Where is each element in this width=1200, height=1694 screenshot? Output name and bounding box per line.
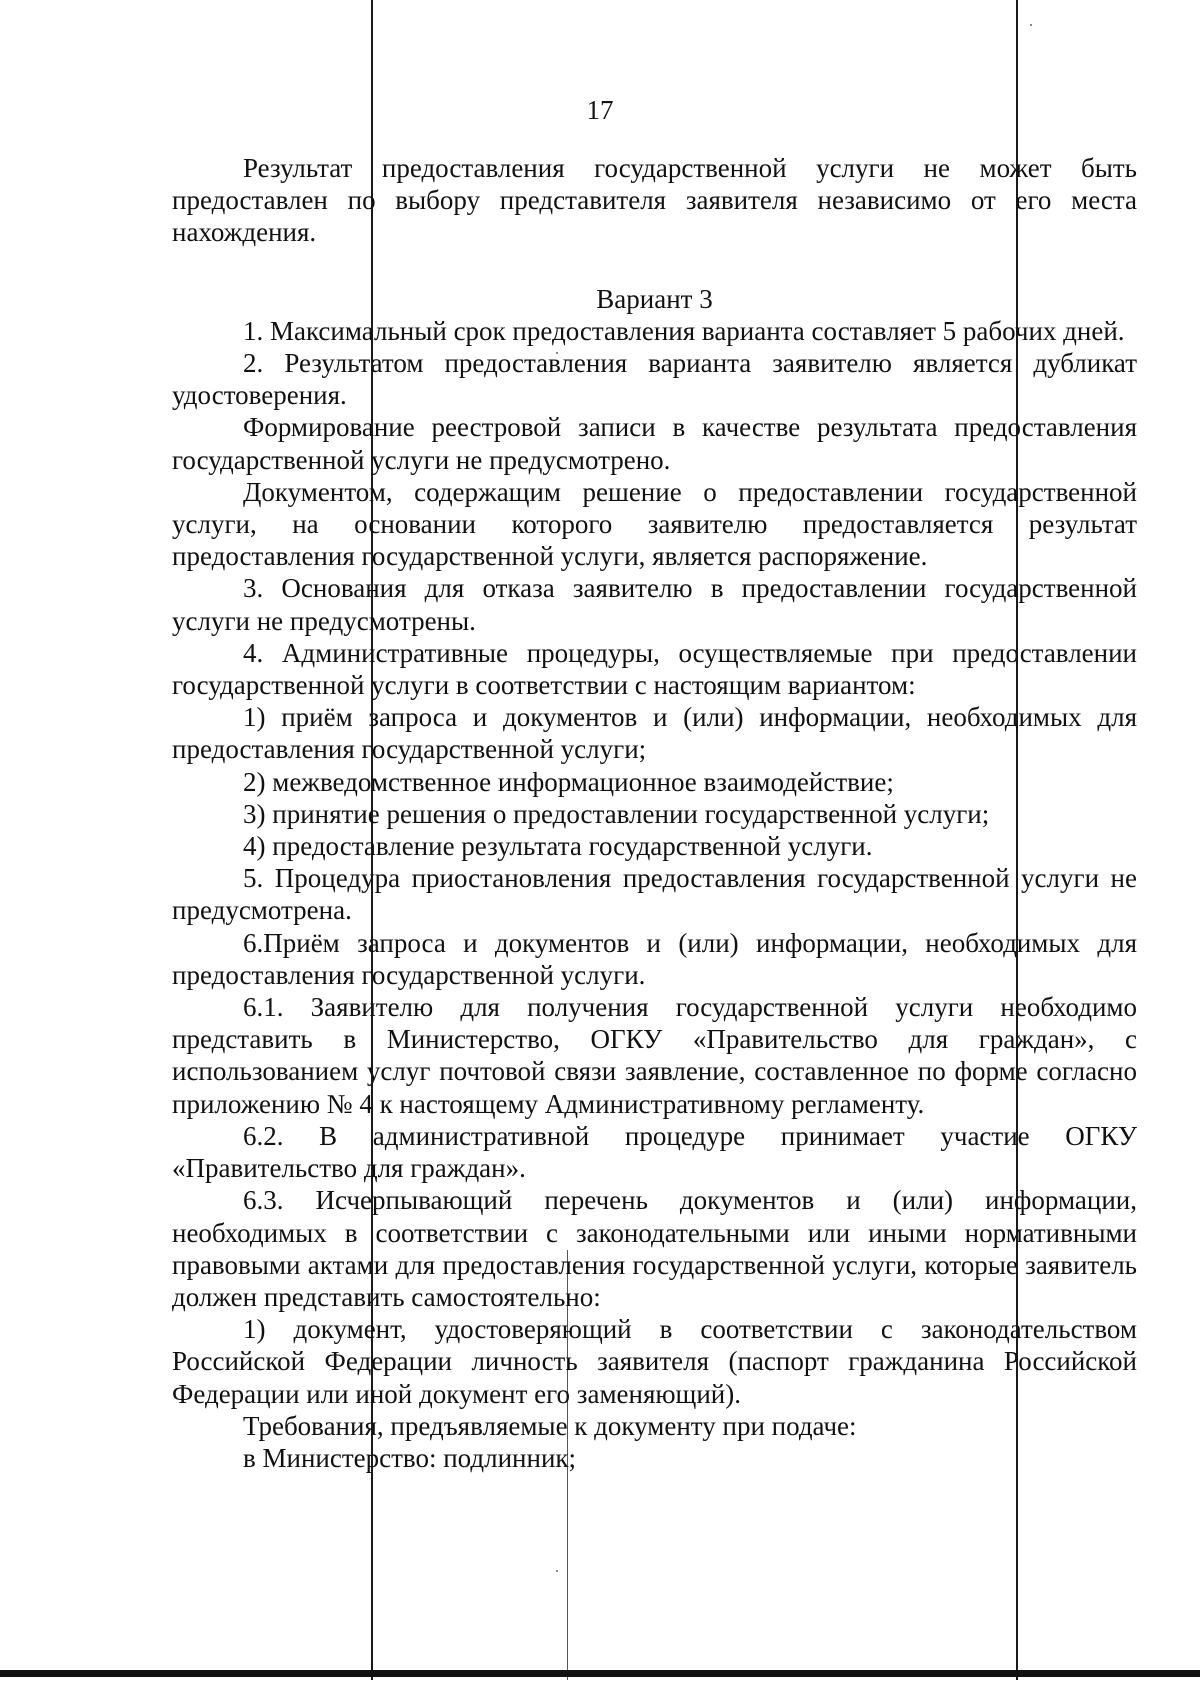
paragraph: 5. Процедура приостановления предоставления государственной услуги не предусмотрена. [172,863,1137,926]
paragraph: 1) приём запроса и документов и (или) информации, необходимых для предоставления государственной услуги; [172,702,1137,765]
page-number: 17 [586,95,614,125]
paragraph: Требования, предъявляемые к документу при подаче: [243,1410,857,1441]
paragraph: 2. Результатом предоставления варианта заявителю является дубликат удостоверения. [172,348,1137,411]
scan-speck [1030,24,1032,26]
paragraph: 3. Основания для отказа заявителю в предоставлении государственной услуги не предусмотрены. [172,573,1137,636]
paragraph: 3) принятие решения о предоставлении государственной услуги; [243,798,990,829]
paragraph: Формирование реестровой записи в качестве результата предоставления государственной услуги не предусмотрено. [172,412,1137,475]
paragraph: Результат предоставления государственной услуги не может быть предоставлен по выбору представителя заявителя независимо от его места нахождения. [172,153,1137,248]
document-body [172,152,1137,1474]
paragraph: 1) документ, удостоверяющий в соответствии с законодательством Российской Федерации личность заявителя (паспорт гражданина Российской Федерации или иной документ его заменяющий). [172,1314,1137,1409]
paragraph: 6.2. В административной процедуре принимает участие ОГКУ «Правительство для граждан». [172,1120,1137,1184]
scan-speck [556,1570,558,1572]
paragraph: 6.Приём запроса и документов и (или) информации, необходимых для предоставления государственной услуги. [172,927,1137,990]
paragraph: Документом, содержащим решение о предоставлении государственной услуги, на основании которого заявителю предоставляется результат предоставления государственной услуги, является распоряжение. [172,476,1137,572]
paragraph: в Министерство: подлинник; [243,1442,577,1473]
paragraph: 6.1. Заявителю для получения государственной услуги необходимо представить в Министерство, ОГКУ «Правительство для граждан», с использованием услуг почтовой связи заявление, составленное по форме согласно приложению № 4 к настоящему Административному регламенту. [172,992,1137,1119]
paragraph: 1. Максимальный срок предоставления варианта составляет 5 рабочих дней. [243,315,1125,346]
scan-bottom-edge [0,1670,1200,1677]
section-heading: Вариант 3 [596,283,713,314]
paragraph: 6.3. Исчерпывающий перечень документов и (или) информации, необходимых в соответствии с законодательными или иными нормативными правовыми актами для предоставления государственной услуги, которые заявитель должен представить самостоятельно: [172,1185,1137,1312]
paragraph: 2) межведомственное информационное взаимодействие; [243,766,894,797]
paragraph: 4) предоставление результата государственной услуги. [243,831,873,862]
paragraph: 4. Административные процедуры, осуществляемые при предоставлении государственной услуги в соответствии с настоящим вариантом: [172,637,1137,701]
